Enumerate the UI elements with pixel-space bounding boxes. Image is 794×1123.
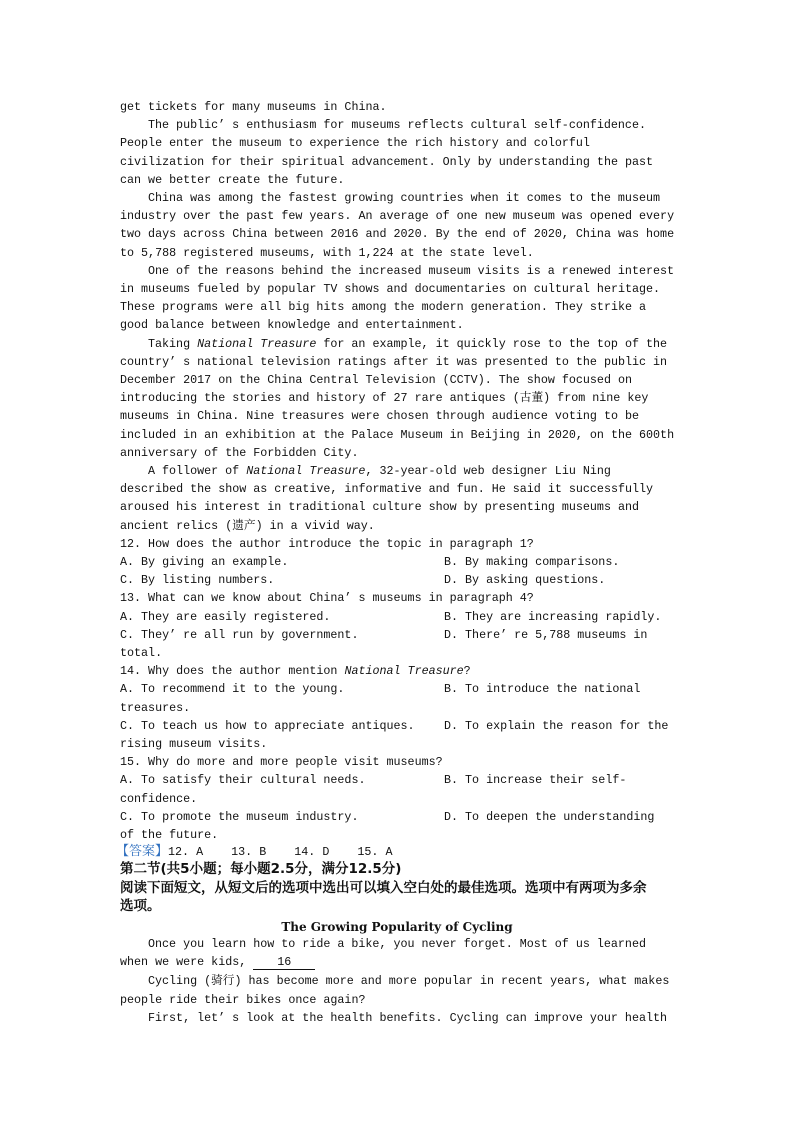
option-right: D. To deepen the understanding	[444, 809, 655, 824]
text-run: 15. Why do more and more people visit museums?	[120, 755, 443, 770]
text-run: The public’ s enthusiasm for museums reflects cultural self-confidence.	[148, 118, 646, 133]
passage-line	[120, 171, 344, 189]
question-line	[120, 553, 288, 571]
text-run: 14. Why does the author mention	[120, 664, 345, 679]
blank-16: 16	[253, 955, 315, 970]
text-run: get tickets for many museums in China.	[120, 100, 387, 114]
question-line	[120, 808, 358, 826]
text-run: These programs were all big hits among the modern generation. They strike a	[120, 300, 647, 315]
passage-title: The Growing Popularity of Cycling	[281, 920, 513, 934]
text-run: China was among the fastest growing countries when it comes to the museum	[148, 191, 660, 205]
answer-tag: 【答案】	[116, 844, 169, 860]
passage-line	[148, 335, 667, 353]
question-line	[120, 790, 197, 808]
question-line	[120, 735, 267, 753]
option-right: D. There’ re 5,788 museums in	[444, 627, 648, 642]
question-line	[120, 699, 190, 717]
show-title: National Treasure	[344, 664, 464, 679]
passage-line	[120, 134, 590, 152]
passage-line	[120, 316, 464, 334]
option-right: D. To explain the reason for the	[444, 718, 669, 733]
section-instruction: 阅读下面短文，从短文后的选项中选出可以填入空白处的最佳选项。选项中有两项为多余	[120, 879, 647, 896]
text-run: C. To teach us how to appreciate antiques.	[120, 718, 415, 733]
text-run: ancient relics (遗产) in a vivid way.	[120, 518, 375, 533]
text-run: when we were kids,	[120, 955, 254, 970]
text-run: C. To promote the museum industry.	[120, 809, 359, 824]
question-line	[120, 662, 471, 680]
text-run: treasures.	[120, 700, 191, 715]
question-line	[120, 535, 534, 553]
passage-line: people ride their bikes once again?	[120, 992, 366, 1007]
text-run: two days across China between 2016 and 2020. By the end of 2020, China was home	[120, 227, 675, 242]
question-line	[120, 717, 415, 735]
answer-line	[116, 843, 393, 861]
text-run: C. By listing numbers.	[120, 573, 275, 588]
passage-line	[120, 953, 315, 971]
text-run: A. They are easily registered.	[120, 609, 331, 624]
question-line	[120, 626, 358, 644]
passage-line	[120, 371, 632, 389]
option-right: B. To increase their self-	[444, 773, 627, 788]
text-run: for an example, it quickly rose to the top of the	[316, 336, 668, 351]
text-run: A. To satisfy their cultural needs.	[120, 773, 366, 788]
question-line	[120, 644, 162, 662]
text-run: of the future.	[120, 828, 219, 842]
section-instruction: 选项。	[120, 897, 161, 914]
text-run: can we better create the future.	[120, 172, 345, 187]
question-line	[120, 680, 344, 698]
text-run: 13. What can we know about China’ s museums in paragraph 4?	[120, 591, 534, 606]
passage-line	[120, 407, 639, 425]
answer-text: 12. A 13. B 14. D 15. A	[168, 845, 393, 860]
passage-line	[120, 298, 646, 316]
question-line	[120, 571, 274, 589]
passage-line	[120, 426, 674, 444]
text-run: country’ s national television ratings after it was presented to the public in	[120, 354, 668, 369]
question-line	[120, 826, 218, 844]
text-run: Taking	[148, 336, 198, 351]
passage-line: Cycling (骑行) has become more and more popular in recent years, what makes	[148, 973, 670, 988]
text-run: December 2017 on the China Central Television (CCTV). The show focused on	[120, 373, 632, 387]
text-run: One of the reasons behind the increased museum visits is a renewed interest	[148, 263, 675, 278]
show-title: National Treasure	[197, 336, 317, 351]
text-run: civilization for their spiritual advancement. Only by understanding the past	[120, 154, 654, 169]
text-run: ?	[463, 664, 471, 679]
text-run: A follower of	[148, 464, 247, 478]
text-run: A. By giving an example.	[120, 555, 289, 569]
option-right: D. By asking questions.	[444, 573, 606, 588]
section-heading: 第二节(共5小题；每小题2.5分，满分12.5分)	[120, 861, 402, 878]
text-run: total.	[120, 646, 163, 660]
text-run: in museums fueled by popular TV shows and documentaries on cultural heritage.	[120, 282, 661, 296]
passage-line	[148, 116, 646, 134]
text-run: to 5,788 registered museums, with 1,224 at the state level.	[120, 245, 534, 260]
passage-line	[120, 207, 674, 225]
passage-line	[148, 462, 611, 480]
passage-line	[120, 480, 653, 498]
text-run: A. To recommend it to the young.	[120, 682, 345, 697]
text-run: anniversary of the Forbidden City.	[120, 445, 359, 460]
text-run: confidence.	[120, 791, 198, 806]
text-run: People enter the museum to experience the rich history and colorful	[120, 136, 590, 151]
question-line	[120, 608, 330, 626]
passage-line	[120, 153, 653, 171]
passage-line	[120, 353, 667, 371]
text-run: rising museum visits.	[120, 737, 268, 751]
passage-line	[120, 389, 648, 407]
text-run: included in an exhibition at the Palace Museum in Beijing in 2020, on the 600th	[120, 427, 675, 442]
passage-line	[120, 517, 375, 535]
passage-line: Once you learn how to ride a bike, you never forget. Most of us learned	[148, 937, 646, 952]
text-run: C. They’ re all run by government.	[120, 627, 359, 642]
question-line	[120, 753, 443, 771]
passage-line	[120, 280, 660, 298]
text-run: museums in China. Nine treasures were chosen through audience voting to be	[120, 409, 640, 424]
passage-line	[148, 189, 660, 207]
passage-line: First, let’ s look at the health benefits. Cycling can improve your health	[148, 1011, 668, 1025]
text-run: described the show as creative, informative and fun. He said it successfully	[120, 482, 654, 497]
text-run: industry over the past few years. An average of one new museum was opened every	[120, 209, 675, 224]
option-right: B. By making comparisons.	[444, 555, 620, 569]
question-line	[120, 771, 365, 789]
passage-line	[120, 98, 387, 116]
question-line	[120, 589, 534, 607]
option-right: B. They are increasing rapidly.	[444, 609, 662, 624]
passage-line	[120, 498, 639, 516]
show-title: National Treasure	[246, 464, 366, 478]
passage-line	[120, 244, 534, 262]
passage-line	[120, 225, 674, 243]
text-run: , 32-year-old web designer Liu Ning	[365, 464, 611, 478]
option-right: B. To introduce the national	[444, 682, 641, 697]
passage-line	[148, 262, 674, 280]
passage-line	[120, 444, 358, 462]
text-run: 12. How does the author introduce the topic in paragraph 1?	[120, 536, 534, 551]
text-run: good balance between knowledge and entertainment.	[120, 318, 464, 333]
text-run: aroused his interest in traditional culture show by presenting museums and	[120, 500, 640, 515]
text-run: introducing the stories and history of 27 rare antiques (古董) from nine key	[120, 391, 649, 406]
